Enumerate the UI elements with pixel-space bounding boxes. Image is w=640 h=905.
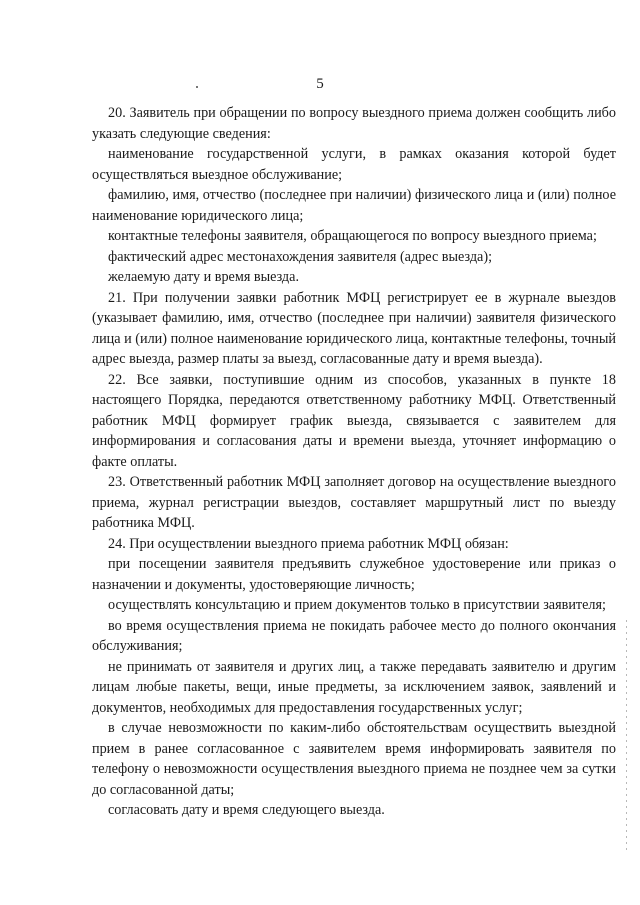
duty-present-id: при посещении заявителя предъявить служебное удостоверение или приказ о назначении и документы, удостоверяющие личность; (92, 556, 616, 593)
duty-next-visit: согласовать дату и время следующего выезда. (108, 802, 385, 818)
list-item-address: фактический адрес местонахождения заявителя (адрес выезда); (108, 248, 493, 265)
duty-consult-in-presence: осуществлять консультацию и прием документов только в присутствии заявителя; (108, 597, 606, 613)
list-item-phones: контактные телефоны заявителя, обращающегося по вопросу выездного приема; (108, 228, 597, 244)
paragraph-23: 23. Ответственный работник МФЦ заполняет договор на осуществление выездного приема, журнал регистрации выездов, составляет маршрутный лист по выезду работника МФЦ. (92, 474, 616, 531)
paragraph-21: 21. При получении заявки работник МФЦ регистрирует ее в журнале выездов (указывает фамилию, имя, отчество (последнее при наличии) заявителя физического лица и (или) полное наименование юридического лица, контактные телефоны, точный адрес выезда, размер платы за выезд, согласованные дату и время выезда). (92, 289, 616, 367)
paragraph-20: 20. Заявитель при обращении по вопросу выездного приема должен сообщить либо указать следующие сведения: (92, 105, 616, 142)
page-number: 5 (316, 76, 324, 92)
list-item-date-time: желаемую дату и время выезда. (108, 269, 299, 285)
duty-stay-at-workplace: во время осуществления приема не покидать рабочее место до полного окончания обслуживания; (92, 617, 616, 654)
scan-edge-mark (626, 620, 627, 850)
list-item-service-name: наименование государственной услуги, в рамках оказания которой будет осуществляться выездное обслуживание; (92, 146, 616, 183)
paragraph-24: 24. При осуществлении выездного приема работник МФЦ обязан: (108, 535, 509, 552)
paragraph-22: 22. Все заявки, поступившие одним из способов, указанных в пункте 18 настоящего Порядка, передаются ответственному работнику МФЦ. Ответственный работник МФЦ формирует график выезда, связывается с заявителем для информирования и согласования даты и времени выезда, уточняет информацию о факте оплаты. (92, 371, 616, 470)
document-body (92, 103, 616, 821)
duty-no-items: не принимать от заявителя и других лиц, а также передавать заявителю и другим лицам любые пакеты, вещи, иные предметы, за исключением заявок, заявлений и документов, необходимых для предоставления государственных услуг; (92, 658, 616, 716)
list-item-full-name: фамилию, имя, отчество (последнее при наличии) физического лица и (или) полное наименование юридического лица; (92, 187, 616, 224)
duty-inform-delay: в случае невозможности по каким-либо обстоятельствам осуществить выездной прием в ранее согласованное с заявителем время информировать заявителя по телефону о невозможности осуществления выездного приема не позднее чем за сутки до согласованной даты; (92, 720, 616, 798)
